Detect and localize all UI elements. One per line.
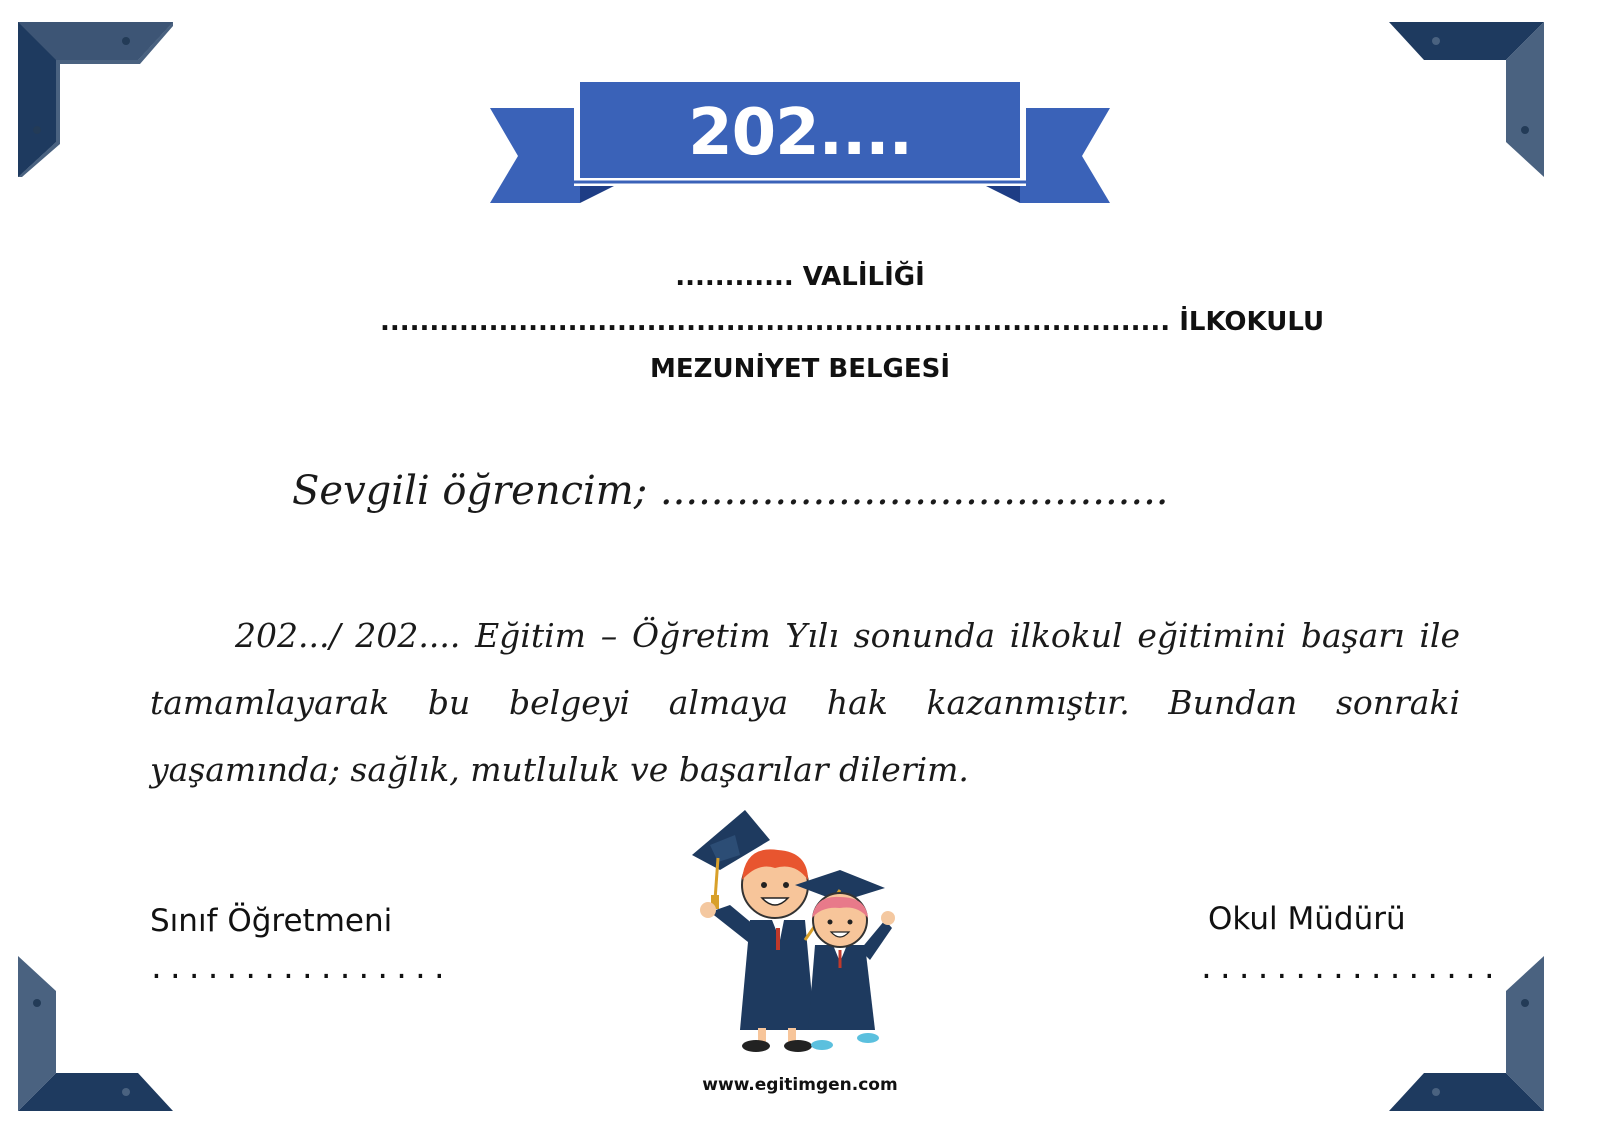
corner-ornament-top-right <box>1384 22 1544 182</box>
website-footer: www.egitimgen.com <box>702 1075 898 1095</box>
greeting-line: Sevgili öğrencim; ........................................ <box>292 468 1169 514</box>
governorship-line: ............ VALİLİĞİ <box>675 262 925 292</box>
teacher-signature-line: ................ <box>148 952 450 985</box>
school-name-line: ................................................................................ İLKOKULU <box>380 307 1325 337</box>
graduates-illustration <box>690 800 910 1060</box>
teacher-signature-label: Sınıf Öğretmeni <box>150 903 393 939</box>
certificate-body-text: 202.../ 202.... Eğitim – Öğretim Yılı sonunda ilkokul eğitimini başarı ile tamamlayarak bu belgeyi almaya hak kazanmıştır. Bundan sonraki yaşamında; sağlık, mutluluk ve başarılar dilerim. <box>150 616 1460 789</box>
year-ribbon-banner <box>490 78 1110 208</box>
certificate-year: 202.... <box>688 96 912 170</box>
principal-signature-label: Okul Müdürü <box>1208 901 1406 937</box>
corner-ornament-top-left <box>18 22 178 182</box>
document-title: MEZUNİYET BELGESİ <box>649 354 951 384</box>
principal-signature-line: ................ <box>1198 952 1500 985</box>
